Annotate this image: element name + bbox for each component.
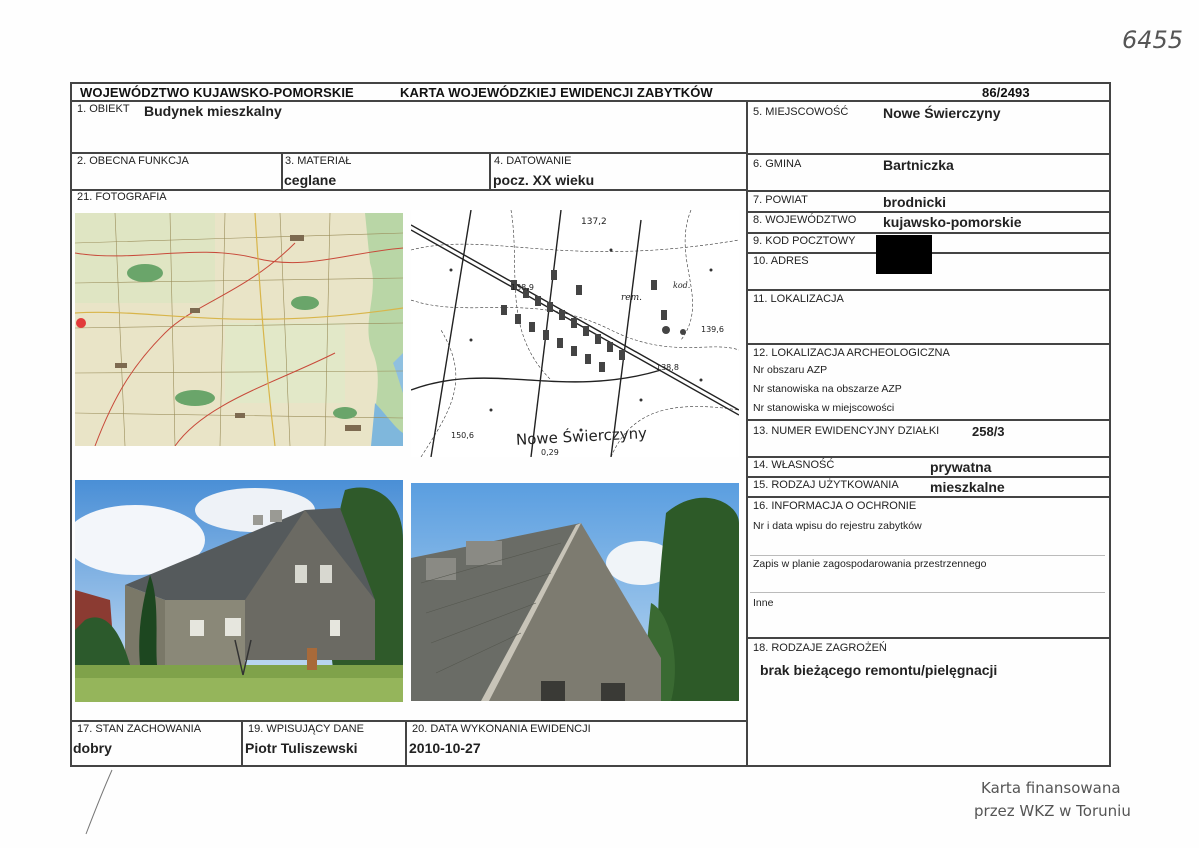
entered-by-value: Piotr Tuliszewski	[245, 740, 358, 756]
current-function-label: 2. OBECNA FUNKCJA	[77, 155, 189, 167]
voivodeship-value: kujawsko-pomorskie	[883, 214, 1022, 230]
commune-value: Bartniczka	[883, 157, 954, 173]
entered-by-label: 19. WPISUJĄCY DANE	[248, 723, 364, 735]
map-elev-2: 137,2	[581, 217, 607, 227]
archaeo-label: 12. LOKALIZACJA ARCHEOLOGICZNA	[753, 347, 950, 359]
archaeo-local-site: Nr stanowiska w miejscowości	[753, 402, 895, 414]
condition-label: 17. STAN ZACHOWANIA	[77, 723, 202, 735]
voivodeship-label: 8. WOJEWÓDZTWO	[753, 214, 857, 226]
locality-label: 5. MIEJSCOWOŚĆ	[753, 106, 849, 118]
map-elev-6: 0,29	[541, 448, 559, 457]
site-map-image	[411, 210, 739, 457]
object-label: 1. OBIEKT	[77, 103, 130, 115]
map-label-rem: rem.	[621, 293, 643, 303]
footer-line-2: przez WKZ w Toruniu	[974, 802, 1131, 820]
material-label: 3. MATERIAŁ	[285, 155, 352, 167]
protection-label: 16. INFORMACJA O OCHRONIE	[753, 500, 917, 512]
usage-label: 15. RODZAJ UŻYTKOWANIA	[753, 479, 899, 491]
commune-label: 6. GMINA	[753, 158, 802, 170]
header-card-number: 86/2493	[982, 85, 1030, 100]
address-label: 10. ADRES	[753, 255, 809, 267]
condition-value: dobry	[73, 740, 112, 756]
map-label-kod: kod.	[673, 281, 691, 290]
photo-label: 21. FOTOGRAFIA	[77, 191, 167, 203]
ownership-label: 14. WŁASNOŚĆ	[753, 459, 835, 471]
date-value: 2010-10-27	[409, 740, 481, 756]
object-value: Budynek mieszkalny	[144, 103, 282, 119]
dating-label: 4. DATOWANIE	[494, 155, 572, 167]
regional-map-image	[75, 213, 403, 446]
map-town-label: Nowe Świerczyny	[515, 424, 648, 449]
dating-value: pocz. XX wieku	[493, 172, 595, 188]
protection-plan: Zapis w planie zagospodarowania przestrzennego	[753, 558, 987, 570]
archive-number: 6455	[1122, 26, 1184, 54]
usage-value: mieszkalne	[930, 479, 1005, 495]
footer-line-1: Karta finansowana	[981, 779, 1121, 797]
county-value: brodnicki	[883, 194, 947, 210]
house-photo-1	[75, 480, 403, 702]
house-photo-2	[411, 483, 739, 701]
pen-mark	[82, 768, 122, 838]
protection-other: Inne	[753, 597, 774, 609]
ownership-value: prywatna	[930, 459, 992, 475]
map-elev-5: 139,6	[701, 325, 724, 334]
threats-value: brak bieżącego remontu/pielęgnacji	[760, 662, 998, 678]
header-card-title: KARTA WOJEWÓDZKIEJ EWIDENCJI ZABYTKÓW	[400, 85, 713, 100]
plot-number-value: 258/3	[972, 424, 1005, 439]
locality-value: Nowe Świerczyny	[883, 105, 1001, 121]
protection-register: Nr i data wpisu do rejestru zabytków	[753, 520, 922, 532]
county-label: 7. POWIAT	[753, 194, 808, 206]
archaeo-azp-area: Nr obszaru AZP	[753, 364, 828, 376]
location-label: 11. LOKALIZACJA	[753, 293, 844, 305]
map-elev-1: 150,6	[451, 431, 474, 440]
redaction-block	[876, 235, 932, 274]
map-elev-4: 138,8	[656, 363, 679, 372]
date-label: 20. DATA WYKONANIA EWIDENCJI	[412, 723, 591, 735]
material-value: ceglane	[284, 172, 337, 188]
header-voivodeship: WOJEWÓDZTWO KUJAWSKO-POMORSKIE	[80, 85, 354, 100]
threats-label: 18. RODZAJE ZAGROŻEŃ	[753, 642, 887, 654]
archaeo-azp-site: Nr stanowiska na obszarze AZP	[753, 383, 902, 395]
map-elev-3: 138,9	[511, 283, 534, 292]
postal-code-label: 9. KOD POCZTOWY	[753, 235, 856, 247]
plot-number-label: 13. NUMER EWIDENCYJNY DZIAŁKI	[753, 425, 940, 437]
